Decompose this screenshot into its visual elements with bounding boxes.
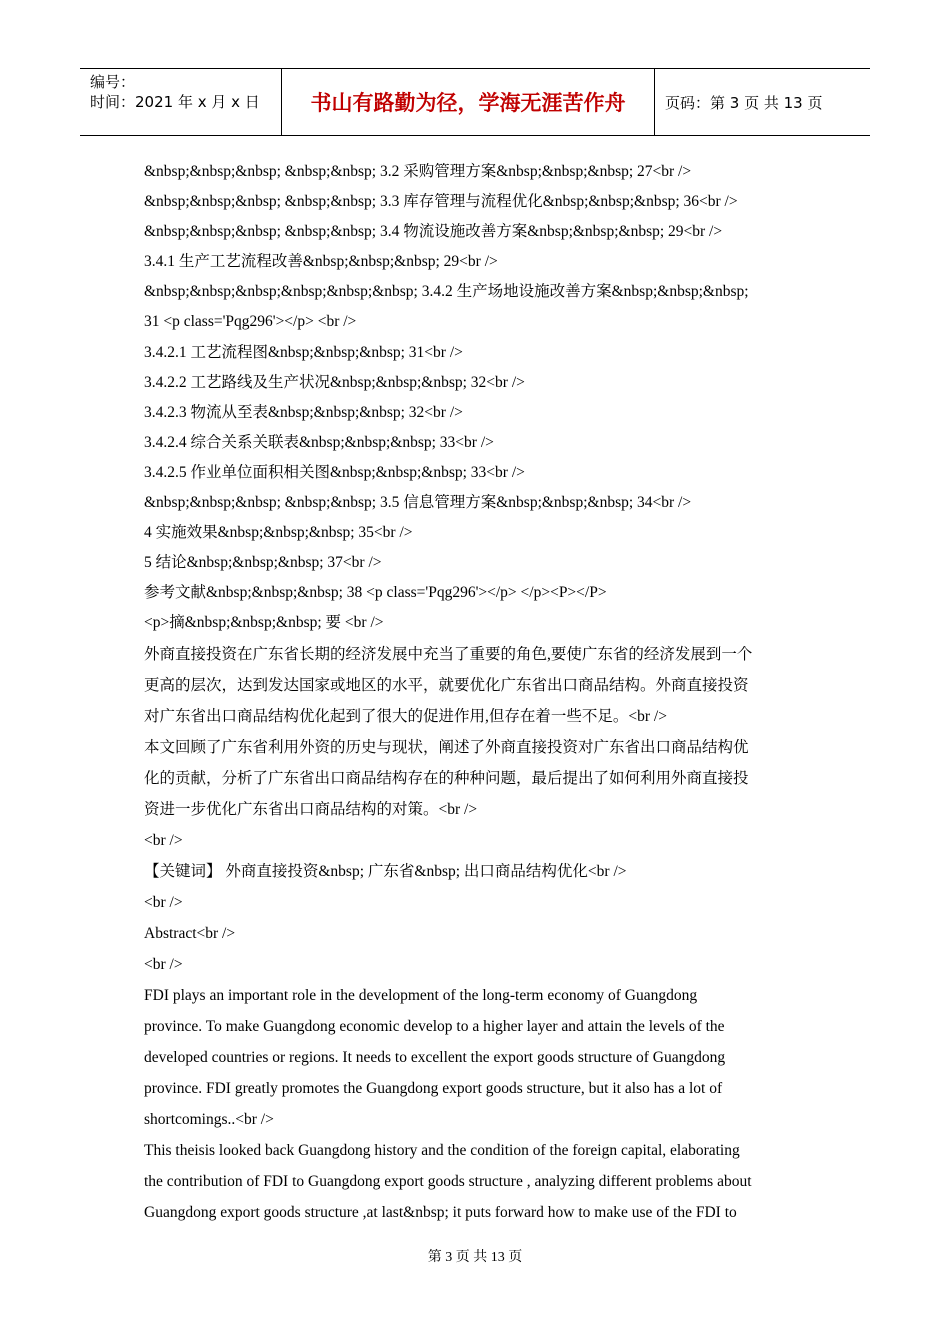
line-break-text: <br /> (144, 955, 183, 973)
abstract-cn-line: 本文回顾了广东省利用外资的历史与现状，阐述了外商直接投资对广东省出口商品结构优 (144, 738, 749, 756)
header-number-label: 编号： (90, 73, 136, 91)
toc-line: 3.4.2.3 物流从至表&nbsp;&nbsp;&nbsp; 32<br /> (144, 403, 463, 421)
toc-line: 3.4.1 生产工艺流程改善&nbsp;&nbsp;&nbsp; 29<br /> (144, 253, 498, 271)
line-break-text: <br /> (144, 831, 183, 849)
abstract-cn-line: 资进一步优化广东省出口商品结构的对策。<br /> (144, 800, 478, 818)
abstract-en-line: Guangdong export goods structure ,at last&nbsp; it puts forward how to make use of the FDI to (144, 1203, 737, 1221)
toc-line: 3.4.2.2 工艺路线及生产状况&nbsp;&nbsp;&nbsp; 32<br /> (144, 373, 525, 391)
abstract-en-line: FDI plays an important role in the development of the long-term economy of Guangdong (144, 986, 698, 1004)
keywords-line: 【关键词】 外商直接投资&nbsp; 广东省&nbsp; 出口商品结构优化<br /> (144, 862, 627, 880)
toc-line: &nbsp;&nbsp;&nbsp; &nbsp;&nbsp; 3.2 采购管理方案&nbsp;&nbsp;&nbsp; 27<br /> (144, 163, 692, 180)
toc-line: &nbsp;&nbsp;&nbsp;&nbsp;&nbsp;&nbsp; 3.4.2 生产场地设施改善方案&nbsp;&nbsp;&nbsp; (144, 283, 749, 301)
abstract-en-line: province. FDI greatly promotes the Guangdong export goods structure, but it also has a lot of (144, 1079, 723, 1097)
abstract-en-line: developed countries or regions. It needs to excellent the export goods structure of Guangdong (144, 1048, 726, 1066)
page-header (80, 68, 870, 136)
abstract-cn-line: 对广东省出口商品结构优化起到了很大的促进作用,但存在着一些不足。<br /> (144, 707, 667, 725)
abstract-en-line: the contribution of FDI to Guangdong export goods structure , analyzing different problems about (144, 1172, 752, 1190)
abstract-en-section (144, 980, 808, 1228)
abstract-cn-line: 更高的层次，达到发达国家或地区的水平，就要优化广东省出口商品结构。外商直接投资 (144, 676, 749, 694)
abstract-cn-section (144, 639, 808, 980)
header-date-label: 时间：2021 年 x 月 x 日 (90, 93, 260, 111)
toc-line: 参考文献&nbsp;&nbsp;&nbsp; 38 <p class='Pqg296'></p> </p><P></P> (144, 584, 607, 602)
toc-line: 3.4.2.5 作业单位面积相关图&nbsp;&nbsp;&nbsp; 33<br /> (144, 463, 525, 481)
toc-line: 31 <p class='Pqg296'></p> <br /> (144, 313, 357, 331)
abstract-en-line: province. To make Guangdong economic develop to a higher layer and attain the levels of the (144, 1017, 725, 1035)
abstract-cn-line: 化的贡献，分析了广东省出口商品结构存在的种种问题，最后提出了如何利用外商直接投 (144, 769, 749, 787)
abstract-en-line: shortcomings..<br /> (144, 1110, 274, 1128)
header-page-info: 页码：第 3 页 共 13 页 (665, 93, 823, 112)
header-meta (80, 69, 282, 135)
toc-line: &nbsp;&nbsp;&nbsp; &nbsp;&nbsp; 3.3 库存管理与流程优化&nbsp;&nbsp;&nbsp; 36<br /> (144, 193, 738, 211)
abstract-cn-line: 外商直接投资在广东省长期的经济发展中充当了重要的角色,要使广东省的经济发展到一个 (144, 645, 753, 663)
toc-line: &nbsp;&nbsp;&nbsp; &nbsp;&nbsp; 3.4 物流设施改善方案&nbsp;&nbsp;&nbsp; 29<br /> (144, 223, 723, 241)
abstract-heading: <p>摘&nbsp;&nbsp;&nbsp; 要 <br /> (144, 614, 384, 632)
document-body (144, 157, 808, 1228)
toc-line: &nbsp;&nbsp;&nbsp; &nbsp;&nbsp; 3.5 信息管理方案&nbsp;&nbsp;&nbsp; 34<br /> (144, 494, 692, 512)
toc-line: 4 实施效果&nbsp;&nbsp;&nbsp; 35<br /> (144, 524, 413, 542)
abstract-en-line: This theisis looked back Guangdong history and the condition of the foreign capital, elaborating (144, 1141, 740, 1159)
toc-line: 3.4.2.4 综合关系关联表&nbsp;&nbsp;&nbsp; 33<br /> (144, 433, 494, 451)
toc-line: 3.4.2.1 工艺流程图&nbsp;&nbsp;&nbsp; 31<br /> (144, 343, 463, 361)
header-motto: 书山有路勤为径，学海无涯苦作舟 (282, 69, 655, 135)
page-footer: 第 3 页 共 13 页 (427, 1250, 523, 1265)
line-break-text: <br /> (144, 893, 183, 911)
toc-line: 5 结论&nbsp;&nbsp;&nbsp; 37<br /> (144, 554, 382, 572)
abstract-en-heading: Abstract<br /> (144, 924, 236, 942)
toc-section (144, 157, 808, 639)
